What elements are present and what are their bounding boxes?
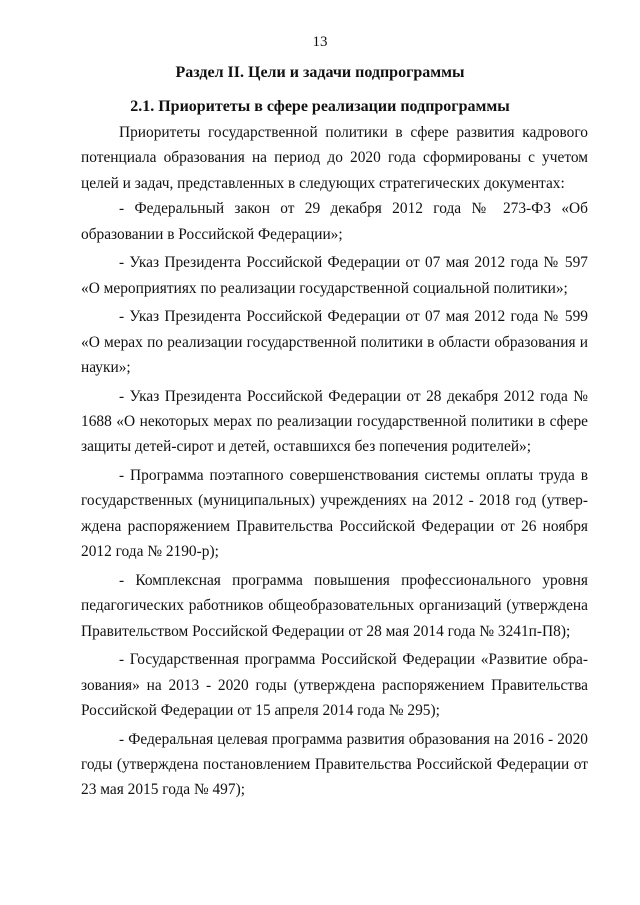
paragraph-wage-program: - Программа поэтапного совершенствования системы оплаты труда в государственных (муниципальных) учреждениях на 2012 - 2018 год (утверждена распоряжением Правительства Российской Федерации от 26 ноября 2012 года № 2190-р); [81,467,588,561]
section-title: Раздел II. Цели и задачи подпрограммы [175,64,465,81]
paragraph-intro: Приоритеты государственной политики в сфере развития кадрового потенциала образования на период до 2020 года сформированы с учетом целей и задач, представленных в следующих стратегических документах: [81,124,588,192]
subsection-title: 2.1. Приоритеты в сфере реализации подпрограммы [130,98,510,115]
paragraph-state-program-education: - Государственная программа Российской Федерации «Развитие образования» на 2013 - 2020 годы (утверждена распоряжением Правительства Российской Федерации от 15 апреля 2014 года № 295); [81,651,588,720]
paragraph-federal-law-273: - Федеральный закон от 29 декабря 2012 года № 273-ФЗ «Об образовании в Российской Федерации»; [81,200,588,243]
document-body [81,120,588,806]
paragraph-decree-597: - Указ Президента Российской Федерации от 07 мая 2012 года № 597 «О мероприятиях по реализации государственной социальной политики»; [81,254,588,297]
paragraph-teacher-program: - Комплексная программа повышения профессионального уровня педагогических работников общеобразовательных организаций (утверждена Правительством Российской Федерации от 28 мая 2014 года № 3241п-П8); [81,571,588,640]
paragraph-federal-target-program: - Федеральная целевая программа развития образования на 2016 - 2020 годы (утверждена постановлением Правительства Российской Федерации от 23 мая 2015 года № 497); [81,730,588,799]
paragraph-decree-1688: - Указ Президента Российской Федерации от 28 декабря 2012 года № 1688 «О некоторых мерах по реализации государственной политики в сфере защиты детей-сирот и детей, оставшихся без попечения родителей»; [81,387,588,456]
paragraph-decree-599: - Указ Президента Российской Федерации от 07 мая 2012 года № 599 «О мерах по реализации государственной политики в области образования и науки»; [81,308,588,377]
page-number: 13 [312,34,328,50]
